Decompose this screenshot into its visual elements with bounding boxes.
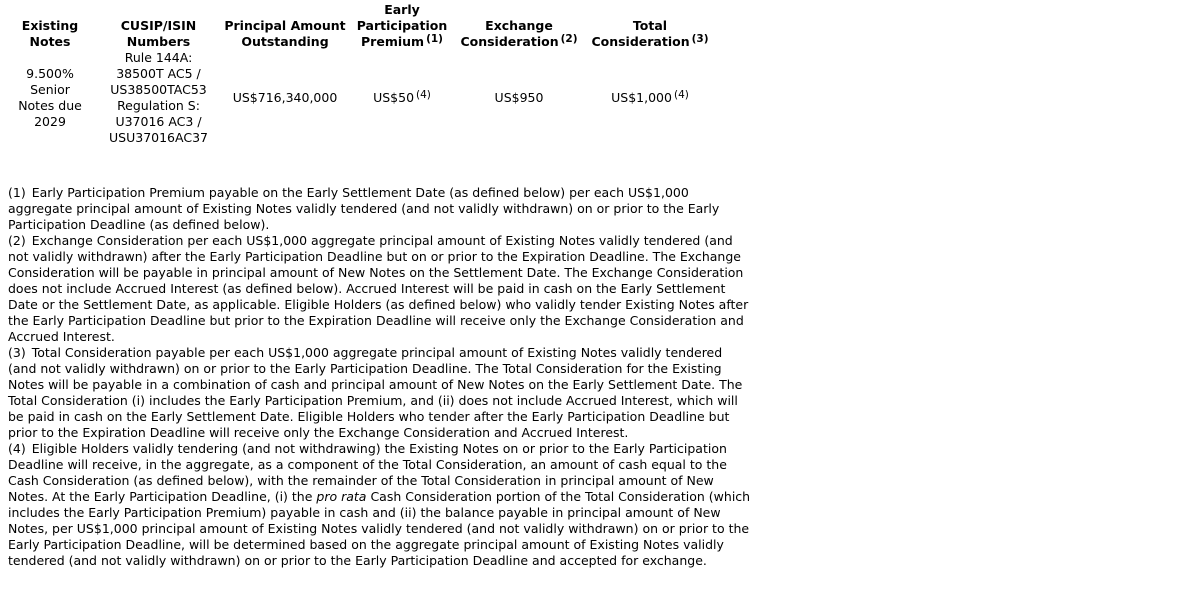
footnote-text: Cash Consideration portion of the Total Consideration (which includes the Early Participation Premium) payable in cash and (ii) the balance payable in principal amount of New Notes, per US$1,000 principal amount of Existing Notes validly tendered (and not validly withdrawn) on or prior to the Early Participation Deadline, will be determined based on the aggregate principal amount of Existing Notes validly tendered (and not validly withdrawn) on or prior to the Early Participation Deadline and accepted for exchange. [8, 489, 751, 568]
footnote-4 [8, 441, 753, 569]
exchange-offer-table [2, 2, 715, 146]
footnote-2 [8, 233, 753, 345]
cell-total-consideration: US$1,000 $^{(4)}$ [611, 89, 689, 105]
footnote-number: (3) [8, 345, 26, 360]
table-row [2, 50, 715, 146]
cell-existing-notes: 9.500% Senior Notes due 2029 [18, 66, 82, 129]
header-exchange-consideration: Exchange Consideration $^{(2)}$ [460, 18, 578, 49]
header-existing-notes: Existing Notes [21, 18, 79, 49]
footnote-ref-4: (4) [416, 89, 431, 101]
header-total-consideration: Total Consideration $^{(3)}$ [591, 18, 709, 49]
footnote-text: Exchange Consideration per each US$1,000 aggregate principal amount of Existing Notes validly tendered (and not validly withdrawn) after the Early Participation Deadline but on or prior to the Expiration Deadline. The Exchange Consideration will be payable in principal amount of New Notes on the Settlement Date. The Exchange Consideration does not include Accrued Interest (as defined below). Accrued Interest will be paid in cash on the Early Settlement Date or the Settlement Date, as applicable. Eligible Holders (as defined below) who validly tender Existing Notes after the Early Participation Deadline but prior to the Expiration Deadline will receive only the Exchange Consideration and Accrued Interest. [8, 233, 749, 344]
cell-early-participation-premium: US$50 $^{(4)}$ [373, 89, 431, 105]
table-header-row [2, 2, 715, 50]
footnote-ref-4: (4) [673, 89, 689, 101]
footnote-ref-3: (3) [691, 33, 709, 45]
footnote-number: (4) [8, 441, 26, 456]
footnote-italic-text: pro rata [316, 489, 367, 504]
header-cusip-isin: CUSIP/ISIN Numbers [120, 18, 197, 49]
footnote-ref-1: (1) [426, 33, 443, 45]
footnote-text: Total Consideration payable per each US$1,000 aggregate principal amount of Existing Notes validly tendered (and not validly withdrawn) on or prior to the Early Participation Deadline. The Total Consideration for the Existing Notes will be payable in a combination of cash and principal amount of New Notes on the Early Settlement Date. The Total Consideration (i) includes the Early Participation Premium, and (ii) does not include Accrued Interest, which will be paid in cash on the Early Settlement Date. Eligible Holders who tender after the Early Participation Deadline but prior to the Expiration Deadline will receive only the Exchange Consideration and Accrued Interest. [8, 345, 743, 440]
footnotes-section [8, 185, 753, 569]
footnote-number: (2) [8, 233, 26, 248]
footnote-number: (1) [8, 185, 26, 200]
cell-exchange-consideration: US$950 [494, 90, 544, 105]
cell-principal-amount: US$716,340,000 [232, 90, 338, 105]
footnote-text: Eligible Holders validly tendering (and not withdrawing) the Existing Notes on or prior to the Early Participation Deadline will receive, in the aggregate, as a component of the Total Consideration, an amount of cash equal to the Cash Consideration (as defined below), with the remainder of the Total Consideration in principal amount of New Notes. At the Early Participation Deadline, (i) the [8, 441, 727, 504]
footnote-ref-2: (2) [560, 33, 578, 45]
footnote-3 [8, 345, 753, 441]
footnote-text: Early Participation Premium payable on the Early Settlement Date (as defined below) per each US$1,000 aggregate principal amount of Existing Notes validly tendered (and not validly withdrawn) on or prior to the Early Participation Deadline (as defined below). [8, 185, 720, 232]
header-principal-amount: Principal Amount Outstanding [224, 18, 346, 49]
footnote-1 [8, 185, 753, 233]
cell-cusip-isin: Rule 144A: 38500T AC5 / US38500TAC53 Regulation S: U37016 AC3 / USU37016AC37 [109, 50, 208, 145]
header-early-participation-premium: Early Participation Premium $^{(1)}$ [356, 2, 448, 49]
